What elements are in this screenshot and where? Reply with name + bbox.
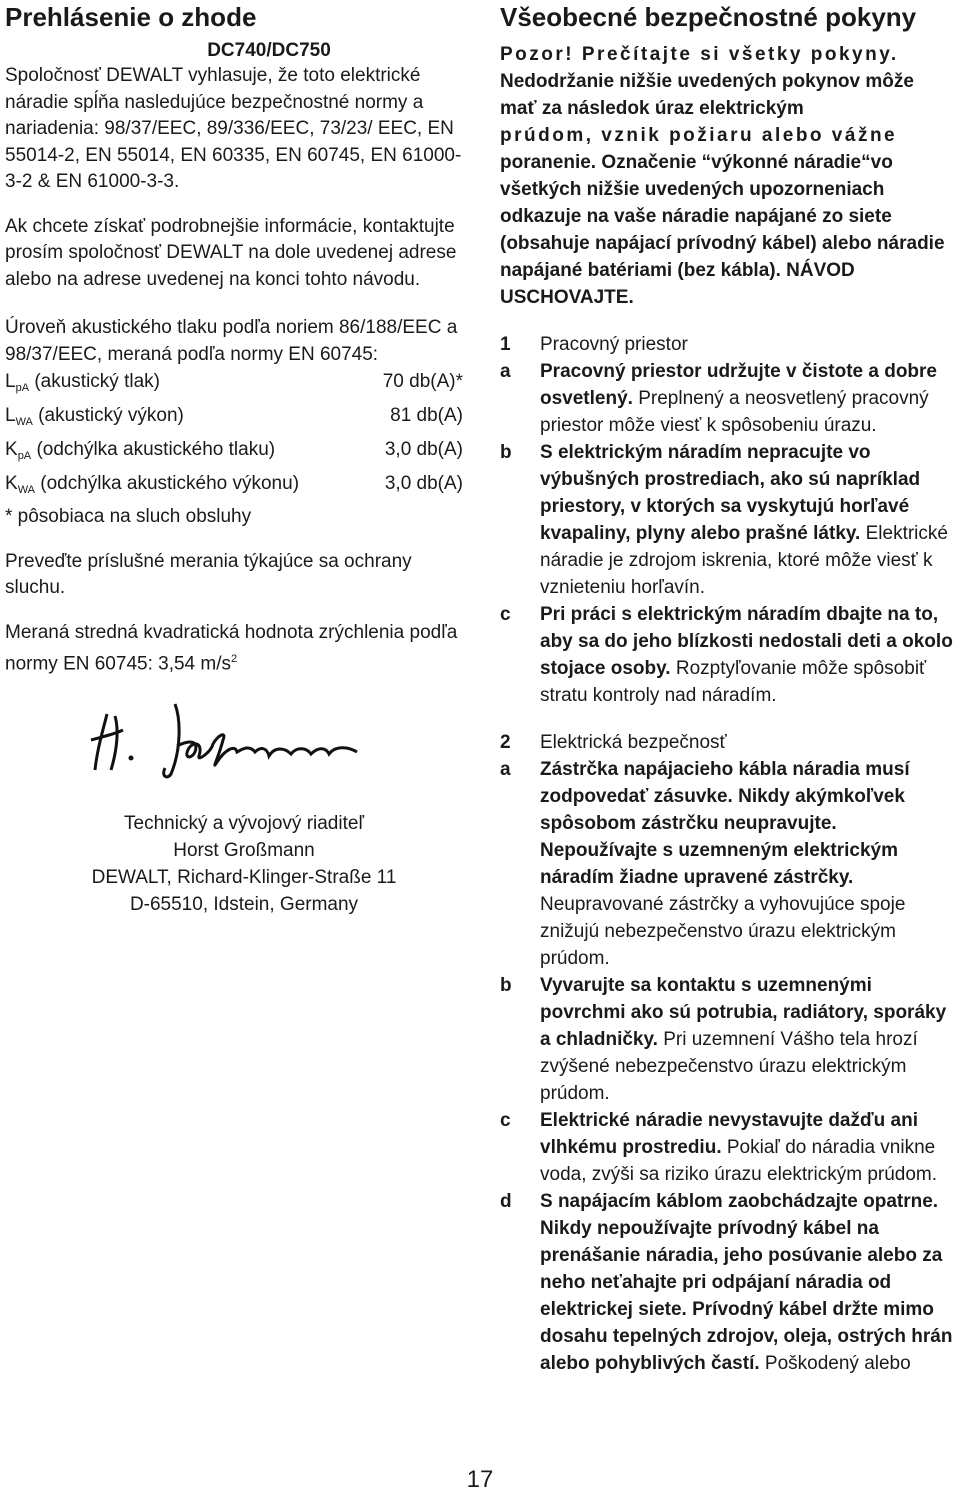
- noise-table: [5, 368, 463, 504]
- noise-footnote: * pôsobiaca na sluch obsluhy: [5, 506, 252, 527]
- safety-item: c Elektrické náradie nevystavujte dažďu ani vlhkému prostrediu. Pokiaľ do náradia vnikne voda, zvýši sa riziko úrazu elektrickým prúdom.: [500, 1110, 938, 1185]
- safety-item: a Zástrčka napájacieho kábla náradia musí zodpovedať zásuvke. Nikdy akýmkoľvek spôsobom zástrčku neupravujte. Nepoužívajte s uzemneným elektrickým náradím žiadne upravené zástrčky. Neupravované zástrčky a vyhovujúce spoje znižujú nebezpečenstvo úrazu elektrickým prúdom.: [500, 759, 910, 969]
- noise-row: $L_{pA}$ (akustický tlak) 70 db(A)*: [5, 368, 463, 402]
- hearing-protection-text: Preveďte príslušné merania týkajúce sa ochrany sluchu.: [5, 550, 412, 598]
- declaration-text: Spoločnosť DEWALT vyhlasuje, že toto elektrické náradie spĺňa nasledujúce bezpečnostné normy a nariadenia: 98/37/EEC, 89/336/EEC, 73/23/ EEC, EN 55014-2, EN 55014, EN 60335, EN 60745, EN 61000-3-2 & EN 61000-3-3.: [5, 65, 462, 192]
- right-column: [500, 0, 955, 1377]
- declaration-title: Prehlásenie o zhode: [5, 2, 257, 32]
- safety-item: d S napájacím káblom zaobchádzajte opatrne. Nikdy nepoužívajte prívodný kábel na prenášanie náradia, jeho posúvanie alebo za neho neťahajte pri odpájaní náradia od elektrickej siete. Prívodný kábel držte mimo dosahu tepelných zdrojov, oleja, ostrých hrán alebo pohyblivých častí. Poškodený alebo: [500, 1191, 953, 1374]
- signatory-title: Technický a vývojový riaditeľ: [124, 812, 364, 834]
- vibration-text: Meraná stredná kvadratická hodnota zrýchlenia podľa normy EN 60745: 3,54 $m/s^2$: [5, 621, 458, 675]
- left-column: [5, 0, 463, 918]
- safety-item: c Pri práci s elektrickým náradím dbajte na to, aby sa do jeho blízkosti nedostali deti a okolo stojace osoby. Rozptyľovanie môže spôsobiť stratu kontroly nad náradím.: [500, 604, 953, 706]
- noise-value: 3,0 db(A): [384, 439, 463, 460]
- noise-value: 81 db(A): [390, 405, 463, 426]
- safety-sections: [500, 331, 955, 1377]
- noise-value: 3,0 db(A): [384, 473, 463, 494]
- noise-value: 70 db(A)*: [382, 371, 463, 392]
- safety-item: b Vyvarujte sa kontaktu s uzemnenými povrchmi ako sú potrubia, radiátory, sporáky a chladničky. Pri uzemnení Vášho tela hrozí zvýšené nebezpečenstvo úrazu elektrickým prúdom.: [500, 975, 947, 1104]
- company-city: D-65510, Idstein, Germany: [129, 893, 359, 915]
- model-number: DC740/DC750: [207, 40, 331, 61]
- page-number: 17: [466, 1466, 494, 1493]
- noise-row: $K_{WA}$ (odchýlka akustického výkonu) 3,0 db(A): [5, 470, 463, 504]
- noise-intro: Úroveň akustického tlaku podľa noriem 86/188/EEC a 98/37/EEC, meraná podľa normy EN 60745:: [5, 317, 458, 365]
- safety-section: [500, 729, 955, 1377]
- safety-section: [500, 331, 955, 709]
- signature: [85, 700, 463, 780]
- noise-row: $L_{WA}$ (akustický výkon) 81 db(A): [5, 402, 463, 436]
- safety-item: a Pracovný priestor udržujte v čistote a dobre osvetlený. Preplnený a neosvetlený pracovný priestor môže viesť k spôsobeniu úrazu.: [500, 361, 937, 436]
- noise-row: $K_{pA}$ (odchýlka akustického tlaku) 3,0 db(A): [5, 436, 463, 470]
- safety-title: Všeobecné bezpečnostné pokyny: [500, 2, 917, 32]
- safety-item: b S elektrickým náradím nepracujte vo výbušných prostrediach, ako sú napríklad priestory, v ktorých sa vyskytujú horľavé kvapaliny, plyny alebo prašné látky. Elektrické náradie je zdrojom iskrenia, ktoré môže viesť k vznieteniu horľavín.: [500, 442, 948, 598]
- section-heading: 2 Elektrická bezpečnosť: [500, 732, 727, 753]
- contact-text: Ak chcete získať podrobnejšie informácie, kontaktujte prosím spoločnosť DEWALT na dole uvedenej adrese alebo na adrese uvedenej na konci tohto návodu.: [5, 215, 457, 290]
- safety-warning: Pozor! Prečítajte si všetky pokyny. Nedodržanie nižšie uvedených pokynov môže mať za následok úraz elektrickým prúdom, vznik požiaru alebo vážne poranenie. Označenie “výkonné náradie“vo všetkých nižšie uvedených upozorneniach odkazuje na vaše náradie napájané zo siete (obsahuje napájací prívodný kábel) alebo náradie napájané batériami (bez kábla). NÁVOD USCHOVAJTE.: [500, 44, 945, 308]
- signatory-block: [5, 810, 463, 918]
- signatory-name: Horst Großmann: [173, 839, 315, 861]
- section-heading: 1 Pracovný priestor: [500, 334, 688, 355]
- company-address: DEWALT, Richard-Klinger-Straße 11: [91, 866, 397, 888]
